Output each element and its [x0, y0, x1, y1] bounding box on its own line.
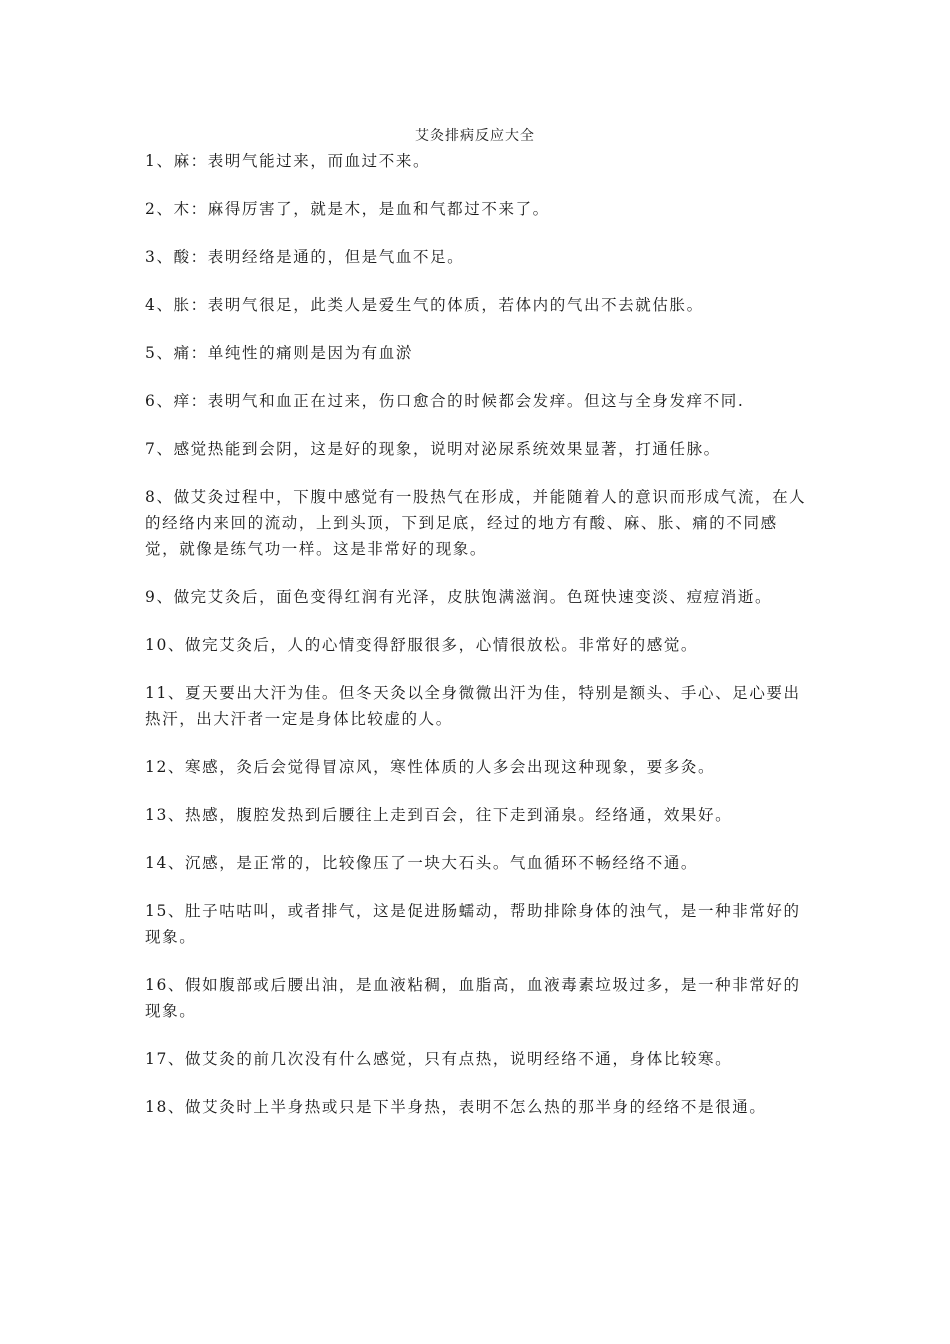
item-number: 15、	[145, 902, 186, 920]
item-text: 木：麻得厉害了，就是木，是血和气都过不来了。	[173, 200, 550, 218]
list-item-3	[145, 244, 810, 270]
list-item-2	[145, 196, 810, 222]
item-number: 2、	[145, 200, 174, 218]
item-text: 夏天要出大汗为佳。但冬天灸以全身微微出汗为佳，特别是额头、手心、足心要出热汗，出大汗者一定是身体比较虚的人。	[145, 684, 801, 728]
list-item-8	[145, 484, 810, 562]
item-text: 沉感，是正常的，比较像压了一块大石头。气血循环不畅经络不通。	[185, 854, 699, 872]
list-item-14	[145, 850, 810, 876]
list-item-1	[145, 148, 810, 174]
item-number: 4、	[145, 296, 174, 314]
item-number: 8、	[145, 488, 174, 506]
item-text: 做艾灸的前几次没有什么感觉，只有点热，说明经络不通，身体比较寒。	[185, 1050, 733, 1068]
item-number: 10、	[145, 636, 186, 654]
list-item-9	[145, 584, 810, 610]
item-text: 痛：单纯性的痛则是因为有血淤	[173, 344, 413, 362]
item-number: 11、	[145, 684, 186, 702]
list-item-16	[145, 972, 810, 1024]
item-text: 肚子咕咕叫，或者排气，这是促进肠蠕动，帮助排除身体的浊气，是一种非常好的现象。	[145, 902, 801, 946]
item-number: 12、	[145, 758, 186, 776]
item-number: 6、	[145, 392, 174, 410]
item-text: 胀：表明气很足，此类人是爱生气的体质，若体内的气出不去就估胀。	[173, 296, 704, 314]
list-item-6	[145, 388, 810, 414]
item-text: 痒：表明气和血正在过来，伤口愈合的时候都会发痒。但这与全身发痒不同.	[173, 392, 745, 410]
item-text: 做艾灸时上半身热或只是下半身热，表明不怎么热的那半身的经络不是很通。	[185, 1098, 767, 1116]
item-number: 7、	[145, 440, 174, 458]
item-text: 做完艾灸后，面色变得红润有光泽，皮肤饱满滋润。色斑快速变淡、痘痘消逝。	[173, 588, 773, 606]
item-text: 麻：表明气能过来，而血过不来。	[173, 152, 431, 170]
item-text: 酸：表明经络是通的，但是气血不足。	[173, 248, 465, 266]
item-number: 16、	[145, 976, 186, 994]
item-number: 14、	[145, 854, 186, 872]
document-title: 艾灸排病反应大全	[415, 128, 535, 144]
item-number: 9、	[145, 588, 174, 606]
item-number: 17、	[145, 1050, 186, 1068]
item-number: 1、	[145, 152, 174, 170]
list-item-4	[145, 292, 810, 318]
item-number: 13、	[145, 806, 186, 824]
document-body	[145, 148, 810, 1142]
item-number: 3、	[145, 248, 174, 266]
item-number: 5、	[145, 344, 174, 362]
item-number: 18、	[145, 1098, 186, 1116]
list-item-12	[145, 754, 810, 780]
item-text: 做艾灸过程中，下腹中感觉有一股热气在形成，并能随着人的意识而形成气流，在人的经络内来回的流动，上到头顶，下到足底，经过的地方有酸、麻、胀、痛的不同感觉，就像是练气功一样。这是非常好的现象。	[145, 488, 807, 558]
list-item-17	[145, 1046, 810, 1072]
list-item-10	[145, 632, 810, 658]
list-item-15	[145, 898, 810, 950]
list-item-13	[145, 802, 810, 828]
item-text: 假如腹部或后腰出油，是血液粘稠，血脂高，血液毒素垃圾过多，是一种非常好的现象。	[145, 976, 801, 1020]
item-text: 做完艾灸后，人的心情变得舒服很多，心情很放松。非常好的感觉。	[185, 636, 699, 654]
item-text: 寒感，灸后会觉得冒凉风，寒性体质的人多会出现这种现象，要多灸。	[185, 758, 716, 776]
list-item-7	[145, 436, 810, 462]
list-item-5	[145, 340, 810, 366]
list-item-18	[145, 1094, 810, 1120]
list-item-11	[145, 680, 810, 732]
item-text: 感觉热能到会阴，这是好的现象，说明对泌尿系统效果显著，打通任脉。	[173, 440, 721, 458]
item-text: 热感，腹腔发热到后腰往上走到百会，往下走到涌泉。经络通，效果好。	[185, 806, 733, 824]
